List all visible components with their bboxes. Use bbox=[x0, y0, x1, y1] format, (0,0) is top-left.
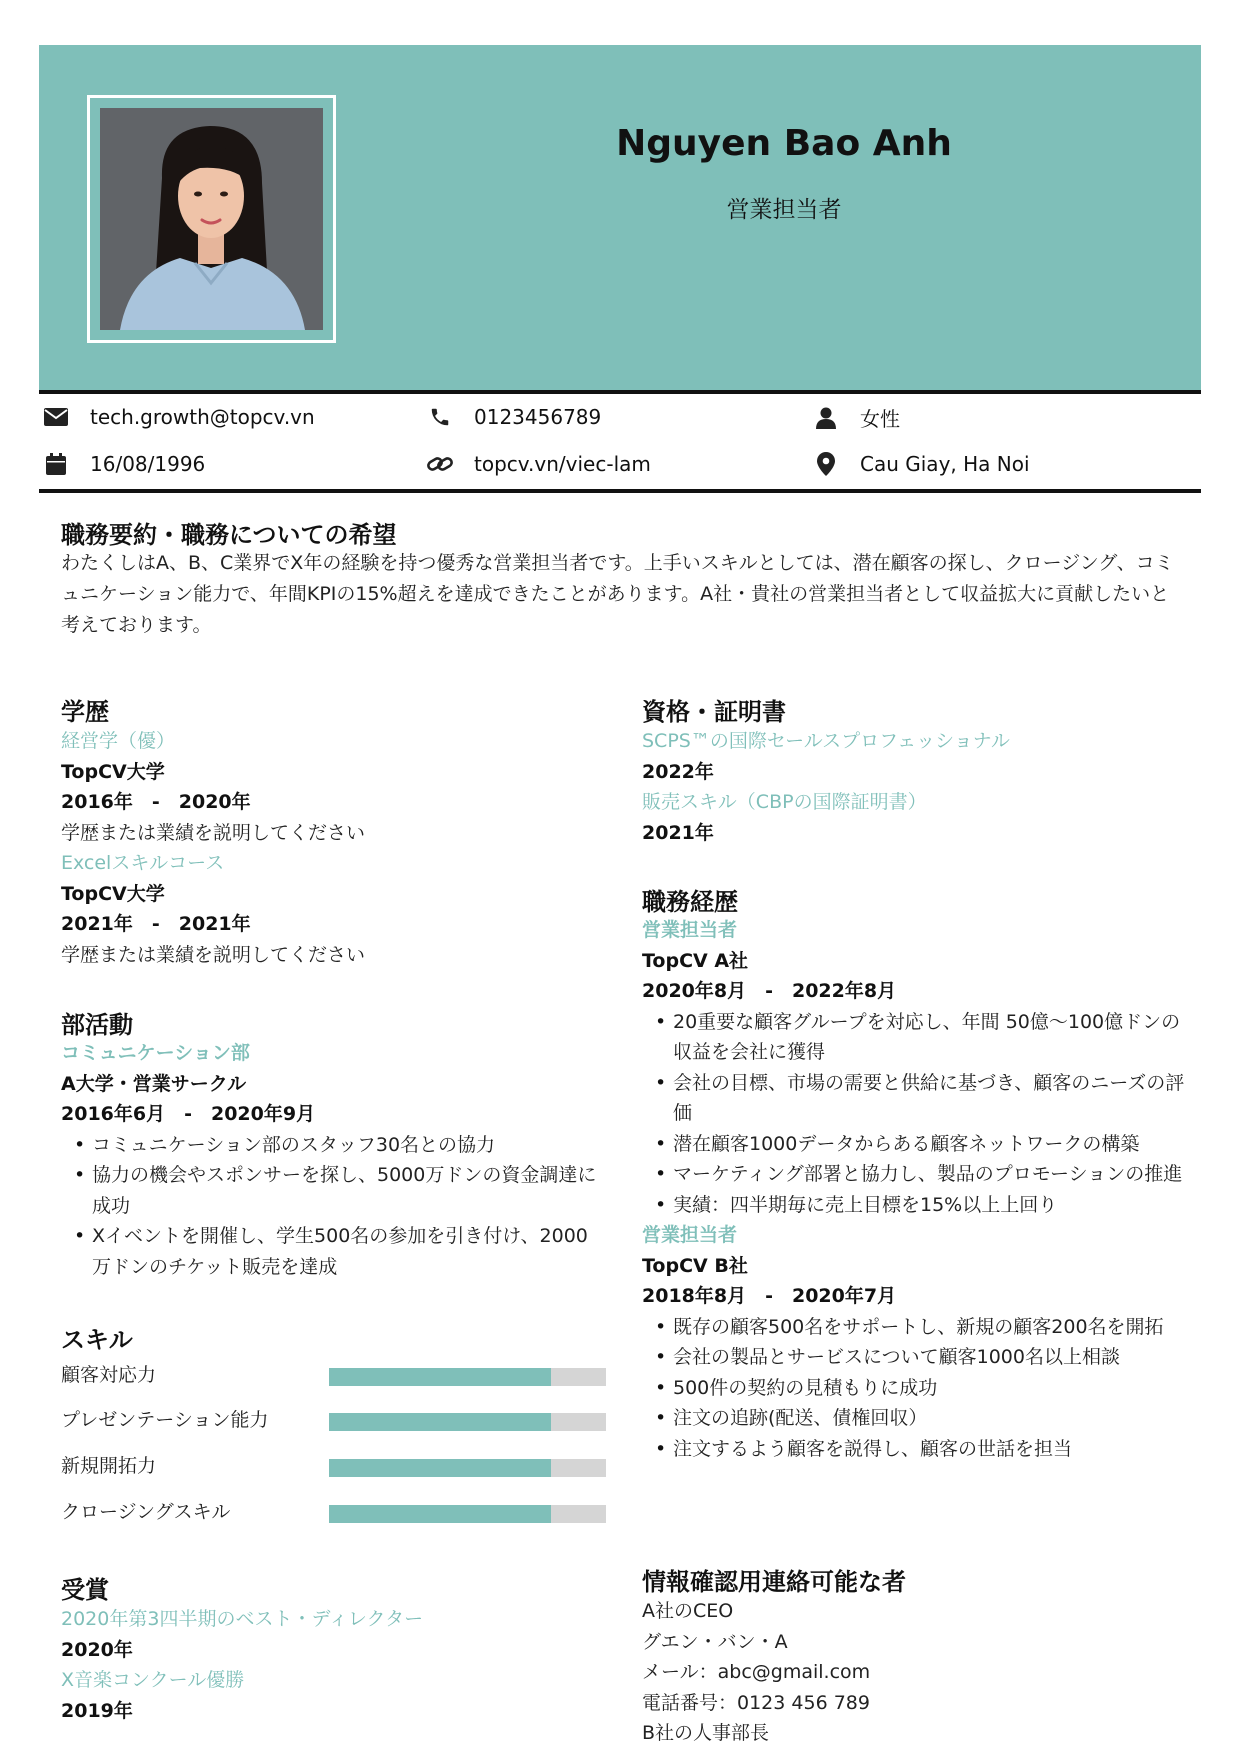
reference-line: グエン・バン・A bbox=[642, 1630, 788, 1653]
award-name: 2020年第3四半期のベスト・ディレクター bbox=[61, 1608, 424, 1630]
header-banner bbox=[39, 45, 1201, 393]
list-item: • 実績：四半期毎に売上目標を15%以上上回り bbox=[642, 1190, 1187, 1221]
education-major: 経営学（優） bbox=[61, 730, 176, 752]
email-text: tech.growth@topcv.vn bbox=[90, 405, 315, 429]
contact-website bbox=[426, 450, 651, 478]
certificates-list bbox=[642, 726, 1187, 848]
skill-row bbox=[61, 1360, 606, 1390]
education-desc: 学歴または業績を説明してください bbox=[61, 943, 366, 966]
job-bullets bbox=[642, 1007, 1187, 1221]
reference-line: 電話番号：0123 456 789 bbox=[642, 1691, 870, 1714]
profile-photo-frame bbox=[87, 95, 336, 343]
skill-row bbox=[61, 1451, 606, 1481]
education-period: 2021年 - 2021年 bbox=[61, 913, 251, 935]
candidate-name: Nguyen Bao Anh bbox=[616, 123, 952, 164]
job-bullets bbox=[642, 1312, 1187, 1465]
award-name: X音楽コンクール優勝 bbox=[61, 1669, 245, 1691]
list-item: • 協力の機会やスポンサーを探し、5000万ドンの資金調達に成功 bbox=[61, 1160, 606, 1221]
job-company: TopCV B社 bbox=[642, 1254, 748, 1277]
calendar-icon bbox=[42, 450, 70, 478]
list-item: • 既存の顧客500名をサポートし、新規の顧客200名を開拓 bbox=[642, 1312, 1187, 1343]
certificates-heading: 資格・証明書 bbox=[642, 698, 786, 726]
job-role: 営業担当者 bbox=[642, 919, 738, 941]
website-link[interactable]: topcv.vn/viec-lam bbox=[474, 452, 651, 476]
contact-birthday bbox=[42, 450, 205, 478]
divider-top bbox=[39, 390, 1201, 394]
envelope-icon bbox=[42, 403, 70, 431]
references-list bbox=[642, 1596, 1187, 1749]
skill-bar bbox=[329, 1459, 606, 1477]
job-company: TopCV A社 bbox=[642, 949, 749, 972]
contact-phone bbox=[426, 403, 601, 431]
skill-bar-fill bbox=[329, 1368, 551, 1386]
skill-row bbox=[61, 1405, 606, 1435]
profile-photo bbox=[100, 108, 323, 330]
skill-label: 新規開拓力 bbox=[61, 1455, 157, 1477]
user-icon bbox=[812, 404, 840, 432]
reference-line: メール：abc@gmail.com bbox=[642, 1661, 871, 1683]
activity-period: 2016年6月 - 2020年9月 bbox=[61, 1103, 316, 1125]
award-year: 2019年 bbox=[61, 1699, 133, 1722]
activity-bullets bbox=[61, 1130, 606, 1283]
skill-bar bbox=[329, 1505, 606, 1523]
experience-list bbox=[642, 915, 1187, 1464]
activities-block bbox=[61, 1038, 606, 1282]
summary-text: わたくしはA、B、C業界でX年の経験を持つ優秀な営業担当者です。上手いスキルとしては、潜在顧客の探し、クロージング、コミュニケーション能力で、年間KPIの15%超えを達成できたことがあります。A社・貴社の営業担当者として収益拡大に貢献したいと考えております。 bbox=[61, 552, 1174, 636]
person-portrait-illustration bbox=[100, 108, 323, 330]
address-text: Cau Giay, Ha Noi bbox=[860, 452, 1030, 476]
awards-heading: 受賞 bbox=[61, 1576, 109, 1604]
phone-text: 0123456789 bbox=[474, 405, 602, 429]
link-icon bbox=[426, 450, 454, 478]
education-school: TopCV大学 bbox=[61, 760, 165, 783]
award-year: 2020年 bbox=[61, 1638, 133, 1661]
certificate-year: 2022年 bbox=[642, 760, 714, 783]
education-school: TopCV大学 bbox=[61, 882, 165, 905]
list-item: • 会社の目標、市場の需要と供給に基づき、顧客のニーズの評価 bbox=[642, 1068, 1187, 1129]
summary-heading: 職務要約・職務についての希望 bbox=[61, 521, 397, 549]
list-item: • 20重要な顧客グループを対応し、年間 50億～100億ドンの収益を会社に獲得 bbox=[642, 1007, 1187, 1068]
education-heading: 学歴 bbox=[61, 698, 109, 726]
certificate-year: 2021年 bbox=[642, 821, 714, 844]
skill-bar bbox=[329, 1368, 606, 1386]
skill-bar-fill bbox=[329, 1459, 551, 1477]
skill-label: クロージングスキル bbox=[61, 1501, 231, 1523]
skill-row bbox=[61, 1497, 606, 1527]
certificate-name: 販売スキル（CBPの国際証明書） bbox=[642, 791, 927, 813]
education-list bbox=[61, 726, 606, 970]
awards-list bbox=[61, 1604, 606, 1726]
experience-heading: 職務経歴 bbox=[642, 888, 738, 916]
education-major: Excelスキルコース bbox=[61, 852, 225, 874]
reference-line: A社のCEO bbox=[642, 1600, 734, 1622]
job-period: 2018年8月 - 2020年7月 bbox=[642, 1285, 897, 1307]
reference-line: B社の人事部長 bbox=[642, 1722, 770, 1744]
contact-gender bbox=[812, 403, 900, 432]
birthday-text: 16/08/1996 bbox=[90, 452, 206, 476]
list-item: • 注文するよう顧客を説得し、顧客の世話を担当 bbox=[642, 1434, 1187, 1465]
education-period: 2016年 - 2020年 bbox=[61, 791, 251, 813]
job-title: 営業担当者 bbox=[726, 197, 842, 223]
job-period: 2020年8月 - 2022年8月 bbox=[642, 980, 897, 1002]
references-heading: 情報確認用連絡可能な者 bbox=[642, 1568, 906, 1596]
location-pin-icon bbox=[812, 450, 840, 478]
activities-heading: 部活動 bbox=[61, 1011, 133, 1039]
activity-role: コミュニケーション部 bbox=[61, 1042, 250, 1064]
list-item: • コミュニケーション部のスタッフ30名との協力 bbox=[61, 1130, 606, 1161]
divider-bottom bbox=[39, 489, 1201, 493]
contact-email bbox=[42, 403, 315, 431]
gender-text: 女性 bbox=[860, 407, 900, 431]
list-item: • 注文の追跡(配送、債権回収） bbox=[642, 1403, 1187, 1434]
job-role: 営業担当者 bbox=[642, 1224, 738, 1246]
list-item: • マーケティング部署と協力し、製品のプロモーションの推進 bbox=[642, 1159, 1187, 1190]
list-item: • 500件の契約の見積もりに成功 bbox=[642, 1373, 1187, 1404]
list-item: • Xイベントを開催し、学生500名の参加を引き付け、2000万ドンのチケット販売を達成 bbox=[61, 1221, 606, 1282]
skill-bar-fill bbox=[329, 1413, 551, 1431]
skill-bar-fill bbox=[329, 1505, 551, 1523]
phone-icon bbox=[426, 403, 454, 431]
contact-address bbox=[812, 450, 1030, 478]
skill-label: プレゼンテーション能力 bbox=[61, 1409, 269, 1431]
skill-label: 顧客対応力 bbox=[61, 1364, 157, 1386]
skills-heading: スキル bbox=[61, 1326, 133, 1354]
education-desc: 学歴または業績を説明してください bbox=[61, 821, 366, 844]
list-item: • 会社の製品とサービスについて顧客1000名以上相談 bbox=[642, 1342, 1187, 1373]
skill-bar bbox=[329, 1413, 606, 1431]
activity-org: A大学・営業サークル bbox=[61, 1072, 247, 1095]
list-item: • 潜在顧客1000データからある顧客ネットワークの構築 bbox=[642, 1129, 1187, 1160]
certificate-name: SCPS™の国際セールスプロフェッショナル bbox=[642, 730, 1010, 752]
